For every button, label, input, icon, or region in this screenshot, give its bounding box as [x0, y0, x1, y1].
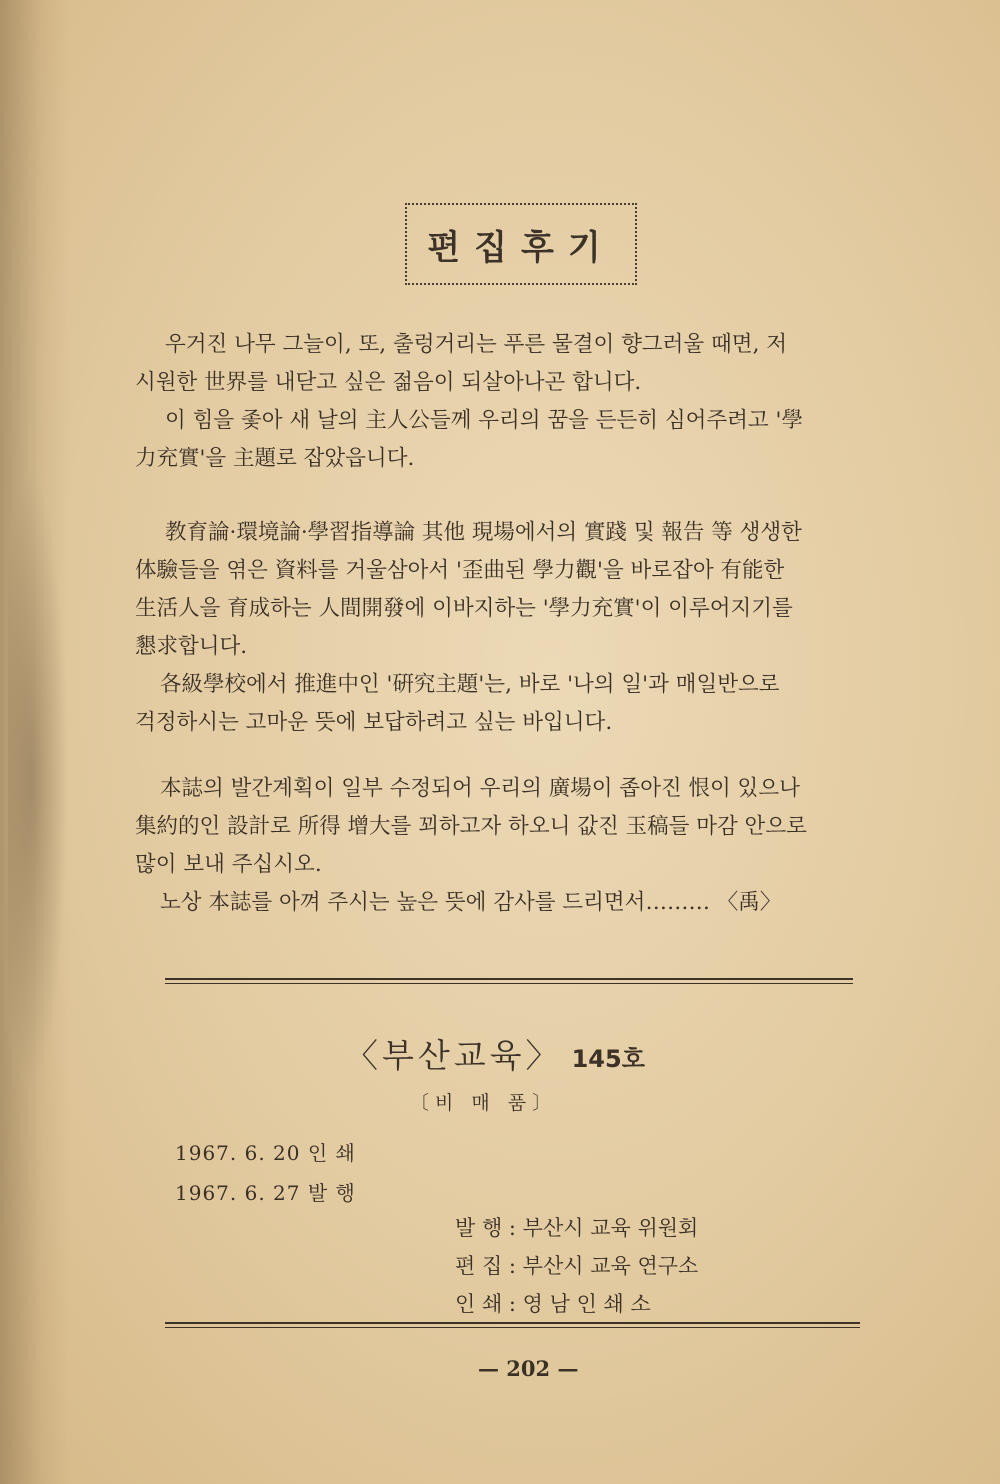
paragraph-line: 各級學校에서 推進中인 '硏究主題'는, 바로 '나의 일'과 매일반으로	[160, 672, 780, 697]
publish-date: 1967. 6. 27 발 행	[175, 1181, 356, 1205]
page-number: — 202 —	[478, 1356, 579, 1381]
paragraph-line: 우거진 나무 그늘이, 또, 출렁거리는 푸른 물결이 향그러울 때면, 저	[165, 332, 788, 357]
paragraph-line: 懇求합니다.	[135, 634, 248, 659]
top-divider-rule	[165, 978, 853, 984]
paragraph-line: 体驗들을 엮은 資料를 거울삼아서 '歪曲된 學力觀'을 바로잡아 有能한	[135, 558, 785, 583]
publisher-credit: 발 행 : 부산시 교육 위원회	[455, 1216, 699, 1240]
print-date: 1967. 6. 20 인 쇄	[175, 1141, 356, 1165]
paragraph-line: 教育論·環境論·學習指導論 其他 現場에서의 實踐 및 報告 等 생생한	[165, 520, 802, 545]
editorial-title: 편집후기	[427, 227, 615, 268]
paragraph-line: 이 힘을 좇아 새 날의 主人公들께 우리의 꿈을 든든히 심어주려고 '學	[165, 408, 803, 433]
issue-number: 145호	[571, 1045, 645, 1073]
paragraph-line: 많이 보내 주십시오.	[135, 852, 322, 877]
bottom-divider-rule	[165, 1322, 860, 1328]
editor-credit: 편 집 : 부산시 교육 연구소	[455, 1254, 699, 1278]
paragraph-line: 生活人을 育成하는 人間開發에 이바지하는 '學力充實'이 이루어지기를	[135, 596, 793, 621]
magazine-name: 〈부산교육〉	[345, 1036, 563, 1075]
paragraph-line: 노상 本誌를 아껴 주시는 높은 뜻에 감사를 드리면서……… 〈禹〉	[160, 890, 782, 915]
paragraph-line: 시원한 世界를 내닫고 싶은 젊음이 되살아나곤 합니다.	[135, 370, 642, 395]
paragraph-line: 集約的인 設計로 所得 增大를 꾀하고자 하오니 값진 玉稿들 마감 안으로	[135, 814, 807, 839]
masthead	[345, 1030, 645, 1077]
editorial-title-box	[405, 203, 637, 285]
printer-credit: 인 쇄 : 영 남 인 쇄 소	[455, 1292, 651, 1316]
paragraph-line: 걱정하시는 고마운 뜻에 보답하려고 싶는 바입니다.	[135, 710, 613, 735]
paragraph-line: 本誌의 발간계획이 일부 수정되어 우리의 廣場이 좁아진 恨이 있으나	[160, 776, 800, 801]
paragraph-line: 力充實'을 主題로 잡았읍니다.	[135, 446, 415, 471]
not-for-sale-label: 〔비 매 품〕	[410, 1092, 558, 1114]
paper-stain	[8, 470, 68, 1090]
